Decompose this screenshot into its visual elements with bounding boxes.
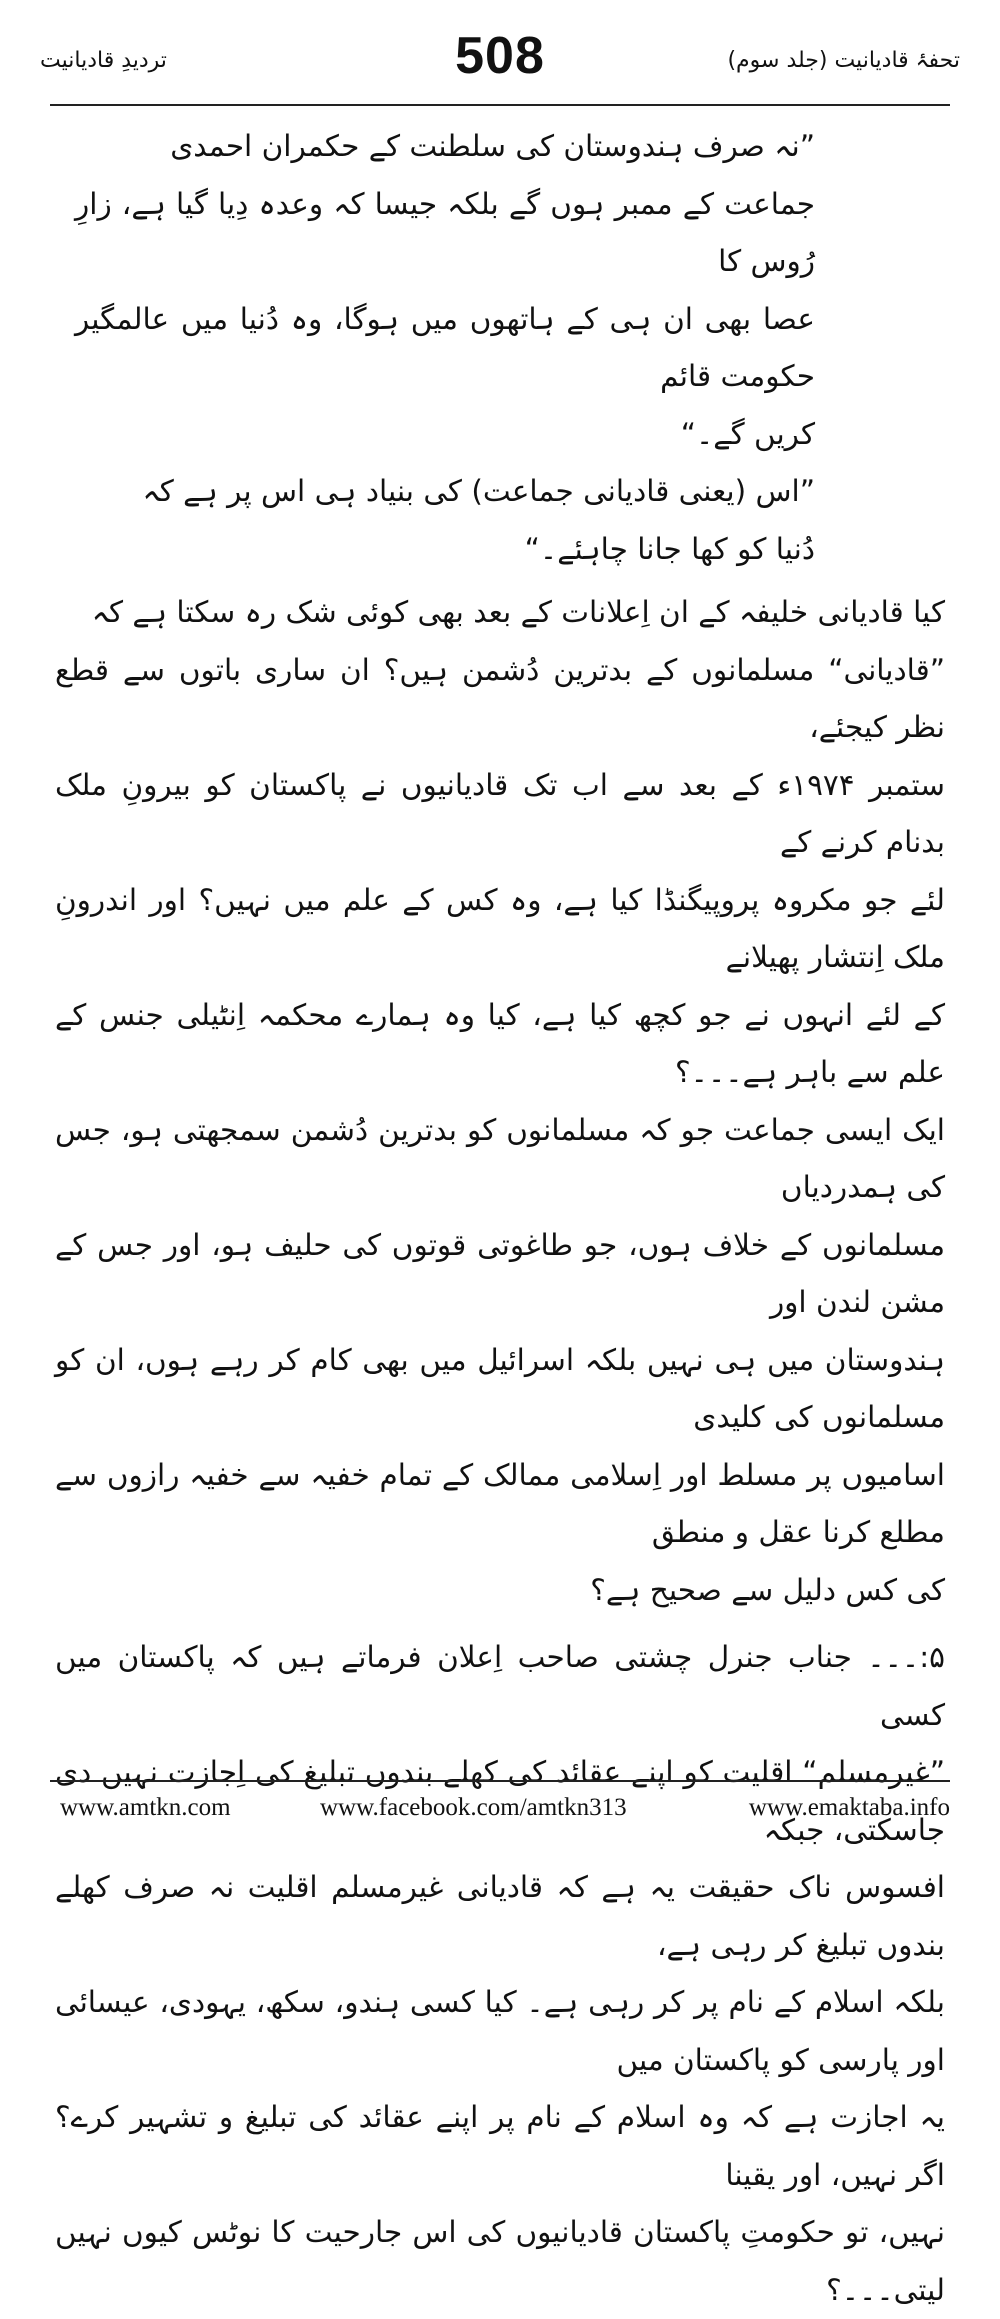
footer-link-emaktaba[interactable]: www.emaktaba.info (748, 1794, 950, 1821)
footer-divider (50, 1780, 950, 1782)
text-line: افسوس ناک حقیقت یہ ہے کہ قادیانی غیرمسلم اقلیت نہ صرف کھلے بندوں تبلیغ کر رہی ہے، (55, 1870, 945, 1962)
footer-link-amtkn[interactable]: www.amtkn.com (60, 1794, 231, 1821)
page-body (55, 118, 945, 2319)
text-line: نہیں، تو حکومتِ پاکستان قادیانیوں کی اس جارحیت کا نوٹس کیوں نہیں لیتی۔۔۔؟ (55, 2215, 945, 2307)
text-line: کے لئے انہوں نے جو کچھ کیا ہے، کیا وہ ہمارے محکمہ اِنٹیلی جنس کے علم سے باہر ہے۔۔۔؟ (55, 997, 945, 1089)
text-line: بلکہ اسلام کے نام پر کر رہی ہے۔ کیا کسی ہندو، سکھ، یہودی، عیسائی اور پارسی کو پاکستان میں (55, 1985, 945, 2077)
text-line: ”غیرمسلم“ اقلیت کو اپنے عقائد کی کھلے بندوں تبلیغ کی اِجازت نہیں دی جاسکتی، جبکہ (55, 1755, 945, 1847)
paragraph-3 (55, 1629, 945, 2319)
text-line: ”قادیانی“ مسلمانوں کے بدترین دُشمن ہیں؟ ان ساری باتوں سے قطع نظر کیجئے، (55, 652, 945, 744)
text-line: ستمبر ۱۹۷۴ء کے بعد سے اب تک قادیانیوں نے پاکستان کو بیرونِ ملک بدنام کرنے کے (55, 767, 945, 859)
header-divider (50, 104, 950, 106)
section-title: تردیدِ قادیانیت (40, 48, 167, 73)
text-line: ایک ایسی جماعت جو کہ مسلمانوں کو بدترین دُشمن سمجھتی ہو، جس کی ہمدردیاں (55, 1112, 945, 1204)
text-line: ہندوستان میں ہی نہیں بلکہ اسرائیل میں بھی کام کر رہے ہوں، ان کو مسلمانوں کی کلیدی (55, 1342, 945, 1434)
text-line: اسامیوں پر مسلط اور اِسلامی ممالک کے تمام خفیہ سے خفیہ رازوں سے مطلع کرنا عقل و منطق (55, 1457, 945, 1549)
paragraph-2 (55, 1102, 945, 1620)
paragraph-1 (55, 584, 945, 1102)
page-header (30, 18, 970, 108)
text-line: مسلمانوں کے خلاف ہوں، جو طاغوتی قوتوں کی حلیف ہو، اور جس کے مشن لندن اور (55, 1227, 945, 1319)
text-line: یہ اجازت ہے کہ وہ اسلام کے نام پر اپنے عقائد کی تبلیغ و تشہیر کرے؟ اگر نہیں، اور یقینا (55, 2100, 945, 2192)
book-title: تحفۂ قادیانیت (جلد سوم) (727, 48, 960, 73)
quote-block-1 (55, 118, 945, 463)
text-line: عصا بھی ان ہی کے ہاتھوں میں ہوگا، وہ دُنیا میں عالمگیر حکومت قائم (75, 301, 815, 393)
quote-block-2 (55, 463, 945, 578)
footer-link-facebook[interactable]: www.facebook.com/amtkn313 (320, 1794, 627, 1821)
text-line: ۵:۔۔۔ جناب جنرل چشتی صاحب اِعلان فرماتے ہیں کہ پاکستان میں کسی (55, 1640, 945, 1732)
text-line: جماعت کے ممبر ہوں گے بلکہ جیسا کہ وعدہ دِیا گیا ہے، زارِ رُوس کا (75, 186, 815, 278)
text-line: دُنیا کو کھا جانا چاہئے۔“ (524, 531, 815, 566)
text-line: کریں گے۔“ (680, 416, 815, 451)
text-line: ”اس (یعنی قادیانی جماعت) کی بنیاد ہی اس پر ہے کہ (142, 474, 815, 508)
text-line: کیا قادیانی خلیفہ کے ان اِعلانات کے بعد بھی کوئی شک رہ سکتا ہے کہ (91, 595, 945, 629)
page-footer (30, 1780, 970, 1840)
page-number: 508 (455, 27, 545, 85)
text-line: کی کس دلیل سے صحیح ہے؟ (590, 1572, 945, 1607)
text-line: لئے جو مکروہ پروپیگنڈا کیا ہے، وہ کس کے علم میں نہیں؟ اور اندرونِ ملک اِنتشار پھیلانے (55, 882, 945, 974)
text-line: ”نہ صرف ہندوستان کی سلطنت کے حکمران احمدی (170, 129, 815, 163)
